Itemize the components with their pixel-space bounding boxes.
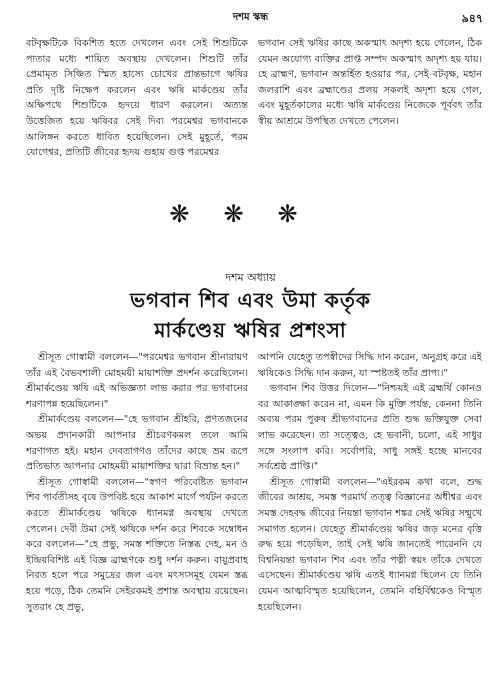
top-right-column (258, 36, 482, 130)
chapter-title-line-2: মার্কণ্ডেয় ঋষির প্রশংসা (154, 318, 347, 342)
paragraph: বটবৃক্ষটিকে বিকশিত হতে দেখলেন এবং সেই শিশুটিকে পাতার মধ্যে শায়িত অবস্থায় দেখলেন। শিশুটি তাঁর প্রেমামৃত সিঞ্চিত স্মিত হাস্যে চোখের প্রান্তভাগে ঋষির প্রতি দৃষ্টি নিক্ষেপ করলেন এবং ঋষি মার্কণ্ডেয় তাঁর অক্ষিপথে শিশুটিকে হৃদয়ে ধারণ করলেন। অত্যন্ত উত্তেজিত হয়ে ঋষিবর সেই দিব্য পরমেশ্বর ভগবানকে আলিঙ্গন করতে ধাবিত হয়েছিলেন। সেই মুহূর্তে, পরম যোগেশ্বর, প্রতিটি জীবের হৃদয় গুহায় গুপ্ত পরমেশ্বর (26, 38, 248, 159)
page-number: ৯৪৭ (461, 12, 483, 25)
chapter-number: দশম অধ্যায় (225, 271, 276, 284)
paragraph: শ্রীসূত গোস্বামী বললেন—"পরমেশ্বর ভগবান শ্রীনারায়ণ তাঁর এই বৈভবশালী মোহময়ী মায়াশক্তি প্রদর্শন করেছিলেন। শ্রীমার্কণ্ডেয় ঋষি এই অভিজ্ঞতা লাভ করার পর ভগবানের শরণাপন্ন হয়েছিলেন।" (26, 352, 248, 410)
paragraph: শ্রীসূত গোস্বামী বললেন—"এইরকম কথা বলে, শুদ্ধ জীবের আশ্রয়, সমস্ত পরমার্থ তত্ত্ব বিজ্ঞানের অধীশ্বর এবং সমস্ত দেহবদ্ধ জীবের নিয়ন্তা ভগবান শঙ্কর সেই ঋষির সম্মুখে সমাগত হলেন। যেহেতু শ্রীমার্কণ্ডেয় ঋষির জড় মনের বৃত্তি রুদ্ধ হয়ে পড়েছিল, তাই সেই ঋষি জানতেই পারেননি যে বিশ্বনিয়ন্তা ভগবান শিব এবং তাঁর পত্নী স্বয়ং তাঁকে দেখতে এসেছেন। শ্রীমার্কণ্ডেয় ঋষি এতই ধ্যানমগ্ন ছিলেন যে তিনি যেমন আত্মবিস্মৃত হয়েছিলেন, তেমনি বহির্বিশ্বকেও বিস্মৃত হয়েছিলেন। (258, 476, 482, 613)
chapter-title-line-1: ভগবান শিব এবং উমা কর্তৃক (130, 288, 371, 312)
paragraph: শ্রীসূত গোস্বামী বললেন—"স্বগণ পরিবেষ্টিত ভগবান শিব পার্বতীসহ বৃষে উপবিষ্ট হয়ে আকাশ মার্গে পর্যটন করতে করতে শ্রীমার্কণ্ডেয় ঋষিকে ধ্যানমগ্ন অবস্থায় দেখতে পেলেন। দেবী উমা সেই ঋষিকে দর্শন করে শিবকে সম্বোধন করে বললেন—"হে প্রভু, সমস্ত শক্তিতে নিস্তব্ধ দেহ, মন ও ইন্দ্রিয়বিশিষ্ট এই বিজ্ঞ ব্রাহ্মণকে শুধু দর্শন করুন। বায়ুপ্রবাহ নিরত হলে পরে সমুদ্রের জল এবং মৎস্যসমূহ যেমন স্তব্ধ হয়ে পড়ে, ঠিক তেমনি সেইরকমই প্রশান্ত অবস্থায় রয়েছেন। সুতরাং হে প্রভু, (26, 476, 248, 613)
paragraph: ভগবান সেই ঋষির কাছে অকস্মাৎ অদৃশ্য হয়ে গেলেন, ঠিক যেমন অযোগ্য ব্যক্তির প্রাপ্ত সম্পদ অকস্মাৎ অদৃশ্য হয় যায়। হে ব্রাহ্মণ, ভগবান অন্তর্হিত হওয়ার পর, সেই বটবৃক্ষ, মহান জলরাশি এবং ব্রহ্মাণ্ডের প্রলয় সকলই অদৃশ্য হয়ে গেল, এবং মুহূর্তকালের মধ্যে ঋষি মার্কণ্ডেয় নিজেকে পূর্ববৎ তাঁর স্বীয় আশ্রমে উপস্থিত দেখতে পেলেন। (258, 38, 482, 127)
top-left-column (26, 36, 248, 161)
bottom-left-column (26, 350, 248, 615)
running-header (0, 10, 501, 30)
paragraph: আপনি যেহেতু তপস্বীদের সিদ্ধি দান করেন, অনুগ্রহ করে এই ঋষিকেও সিদ্ধি দান করুন, যা স্পষ্টতই তাঁর প্রাপ্য।" (258, 352, 482, 379)
section-ornament: ❋❋❋ (169, 200, 332, 228)
paragraph: ভগবান শিব উত্তর দিলেন—"নিশ্চয়ই এই ব্রহ্মর্ষি কোনও বর আকাঙ্ক্ষা করেন না, এমন কি মুক্তি পর্যন্ত, কেননা তিনি অব্যয় পরম পুরুষ শ্রীভগবানের প্রতি শুদ্ধ ভক্তিযুক্ত সেবা লাভ করেছেন। তা সত্ত্বেও, হে ভবানী, চলো, এই সাধুর সঙ্গে সংলাপ করি। সর্বোপরি, সাধু সঙ্গই হচ্ছে মানবের সর্বশ্রেষ্ঠ প্রাপ্তি।" (258, 383, 482, 473)
paragraph: শ্রীমার্কণ্ডেয় বললেন—"হে ভগবান শ্রীহরি, প্রণতজনের অভয় প্রদানকারী আপনার শ্রীচরণকমল তলে আমি শরণাগত হই। মহান দেবতাগণও তাঁদের কাছে ভ্রম রূপে প্রতিভাত আপনার মোহময়ী মায়াশক্তির দ্বারা বিভ্রান্ত হন।" (26, 414, 248, 473)
bottom-right-column (258, 350, 482, 615)
running-title: দশম স্কন্ধ (232, 12, 269, 23)
